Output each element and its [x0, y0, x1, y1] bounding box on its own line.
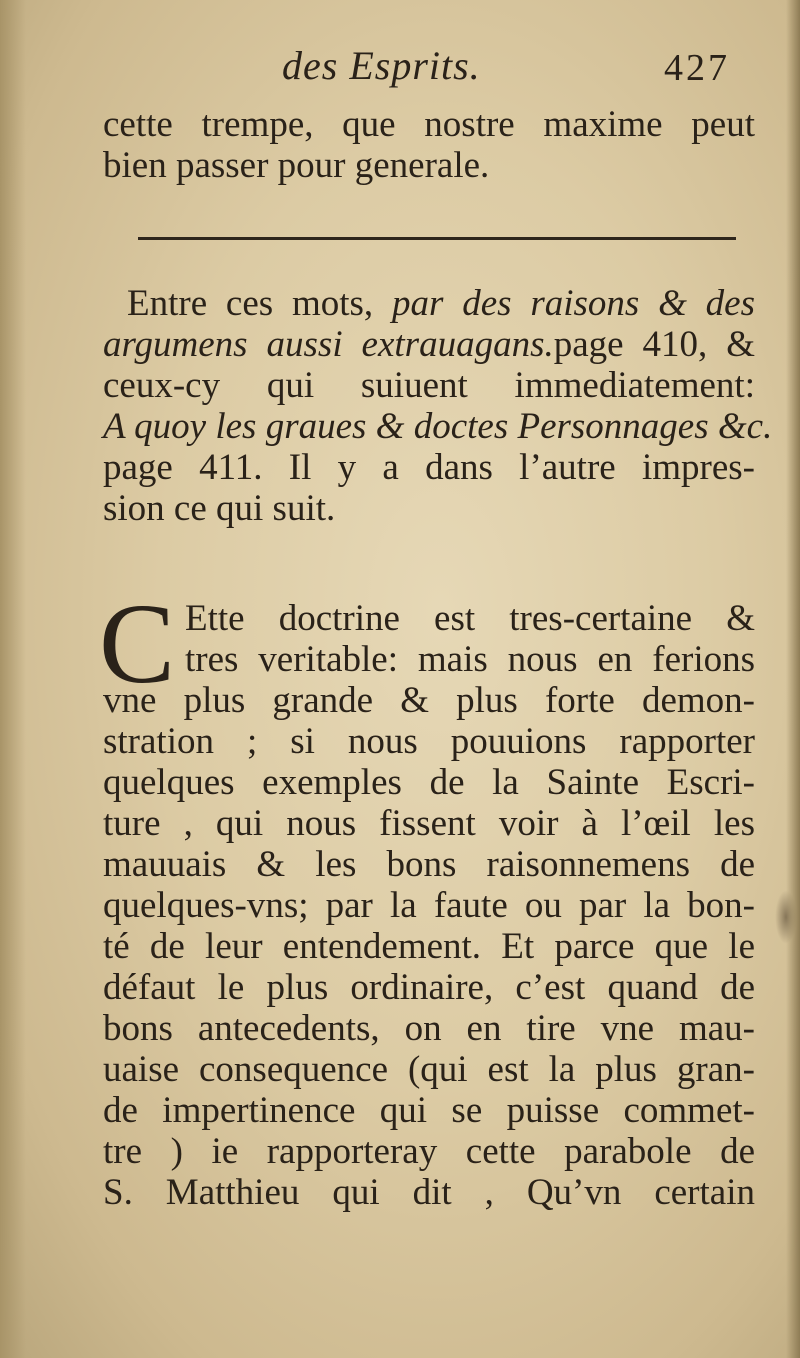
note-text: page 410, & [553, 324, 755, 365]
text-line: de impertinence qui se puisse commet- [103, 1090, 755, 1131]
editorial-note [103, 283, 773, 529]
text-line [103, 283, 755, 324]
text-line: cette trempe, que nostre maxime peut [103, 104, 755, 145]
text-line: vne plus grande & plus forte demon- [103, 680, 755, 721]
note-italic-text: par des raisons & des [392, 283, 756, 324]
drop-cap: C [99, 580, 176, 707]
text-line: bien passer pour generale. [103, 145, 490, 186]
text-line: quelques-vns; par la faute ou par la bon- [103, 885, 755, 926]
text-line: mauuais & les bons raisonnemens de [103, 844, 755, 885]
text-line: bons antecedents, on en tire vne mau- [103, 1008, 755, 1049]
note-italic-text: argumens aussi extrauagans. [103, 324, 554, 365]
text-line: ture , qui nous fissent voir à l’œil les [103, 803, 755, 844]
continuation-paragraph [103, 104, 755, 186]
main-paragraph [99, 580, 755, 1213]
text-line: tre ) ie rapporteray cette parabole de [103, 1131, 755, 1172]
section-rule [138, 237, 736, 240]
text-line: page 411. Il y a dans l’autre impres- [103, 447, 755, 488]
running-head [0, 38, 800, 98]
text-line: S. Matthieu qui dit , Qu’vn certain [103, 1172, 755, 1213]
text-line: ceux-cy qui suiuent immediatement: [103, 365, 755, 406]
text-line: Ette doctrine est tres-certaine & [185, 598, 755, 639]
text-line: défaut le plus ordinaire, c’est quand de [103, 967, 755, 1008]
running-title: des Esprits. [282, 43, 481, 88]
note-text: Entre ces mots, [127, 283, 374, 324]
ink-smudge [775, 890, 797, 944]
text-line: stration ; si nous pouuions rapporter [103, 721, 755, 762]
text-line [103, 324, 755, 365]
text-line: quelques exemples de la Sainte Escri- [103, 762, 755, 803]
text-line: té de leur entendement. Et parce que le [103, 926, 755, 967]
text-line: sion ce qui suit. [103, 488, 336, 529]
text-line: uaise consequence (qui est la plus gran- [103, 1049, 755, 1090]
text-line: A quoy les graues & doctes Personnages &c. [103, 406, 773, 447]
text-line: tres veritable: mais nous en ferions [185, 639, 755, 680]
page-number: 427 [664, 47, 730, 89]
